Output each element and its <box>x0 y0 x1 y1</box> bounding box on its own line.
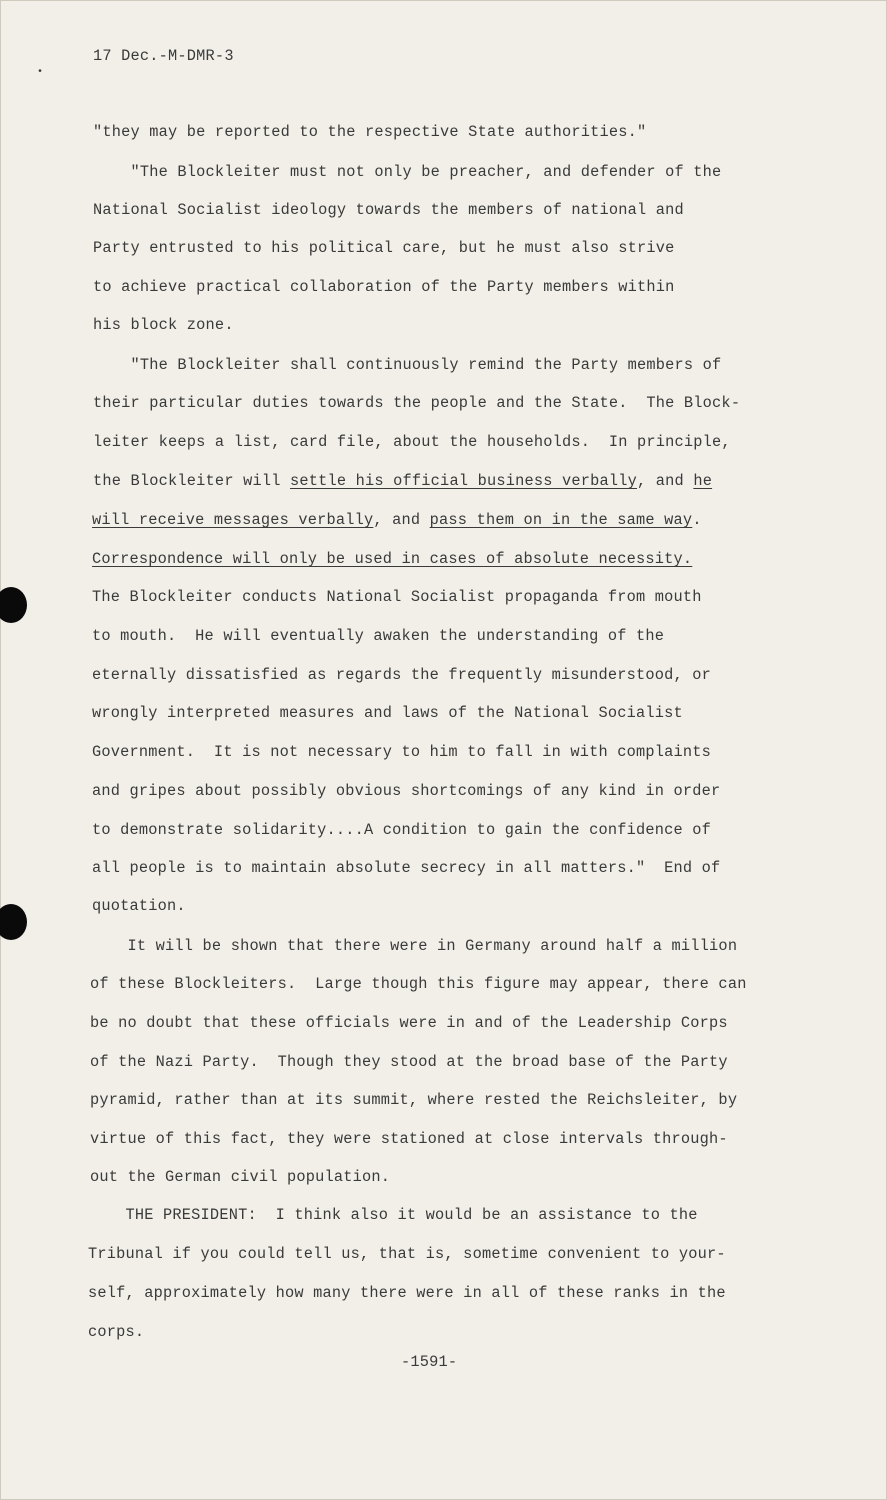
text-line: and gripes about possibly obvious shortcomings of any kind in order <box>92 782 721 800</box>
text-line: be no doubt that these officials were in and of the Leadership Corps <box>90 1014 728 1032</box>
text-line: National Socialist ideology towards the members of national and <box>93 201 684 219</box>
punch-hole-icon <box>0 904 27 940</box>
text-line: Party entrusted to his political care, but he must also strive <box>93 239 675 257</box>
text-line: to mouth. He will eventually awaken the understanding of the <box>92 627 665 645</box>
text-segment: , and <box>373 511 430 529</box>
text-line: their particular duties towards the people and the State. The Block- <box>93 394 741 412</box>
text-line: "The Blockleiter must not only be preacher, and defender of the <box>93 163 722 181</box>
text-segment: , and <box>637 472 694 490</box>
text-line: wrongly interpreted measures and laws of the National Socialist <box>92 704 683 722</box>
stray-mark: • <box>37 67 44 78</box>
underlined-text: settle his official business verbally <box>289 472 638 490</box>
underlined-text: Correspondence will only be used in cases of absolute necessity. <box>92 550 693 568</box>
text-line: It will be shown that there were in Germany around half a million <box>90 937 738 955</box>
page-number: -1591- <box>401 1353 458 1371</box>
text-line: to demonstrate solidarity....A condition to gain the confidence of <box>92 821 712 839</box>
text-line: to achieve practical collaboration of the Party members within <box>93 278 675 296</box>
text-line <box>93 470 712 492</box>
text-line: out the German civil population. <box>90 1168 391 1186</box>
text-line: Government. It is not necessary to him to fall in with complaints <box>92 743 712 761</box>
text-line <box>92 548 692 570</box>
text-line: of these Blockleiters. Large though this figure may appear, there can <box>90 975 747 993</box>
text-line <box>92 509 702 531</box>
underlined-text: pass them on in the same way <box>429 511 693 529</box>
text-line: "they may be reported to the respective State authorities." <box>93 123 647 141</box>
text-line: self, approximately how many there were in all of these ranks in the <box>88 1284 726 1302</box>
text-line: quotation. <box>92 897 186 915</box>
text-line: eternally dissatisfied as regards the frequently misunderstood, or <box>92 666 712 684</box>
text-line: The Blockleiter conducts National Socialist propaganda from mouth <box>92 588 702 606</box>
underlined-text: he <box>693 472 713 490</box>
text-segment: the Blockleiter will <box>93 472 290 490</box>
text-line: of the Nazi Party. Though they stood at the broad base of the Party <box>90 1053 728 1071</box>
page-header: 17 Dec.-M-DMR-3 <box>93 47 234 65</box>
text-line: leiter keeps a list, card file, about the households. In principle, <box>93 433 731 451</box>
underlined-text: will receive messages verbally <box>92 511 374 529</box>
punch-hole-icon <box>0 587 27 623</box>
text-line: corps. <box>88 1323 145 1341</box>
text-line: his block zone. <box>93 316 234 334</box>
text-line: all people is to maintain absolute secrecy in all matters." End of <box>92 859 721 877</box>
text-line: pyramid, rather than at its summit, where rested the Reichsleiter, by <box>90 1091 738 1109</box>
text-segment: . <box>692 511 702 529</box>
text-line: Tribunal if you could tell us, that is, sometime convenient to your- <box>88 1245 726 1263</box>
text-line: virtue of this fact, they were stationed at close intervals through- <box>90 1130 728 1148</box>
text-line: THE PRESIDENT: I think also it would be an assistance to the <box>88 1206 698 1224</box>
text-line: "The Blockleiter shall continuously remind the Party members of <box>93 356 722 374</box>
